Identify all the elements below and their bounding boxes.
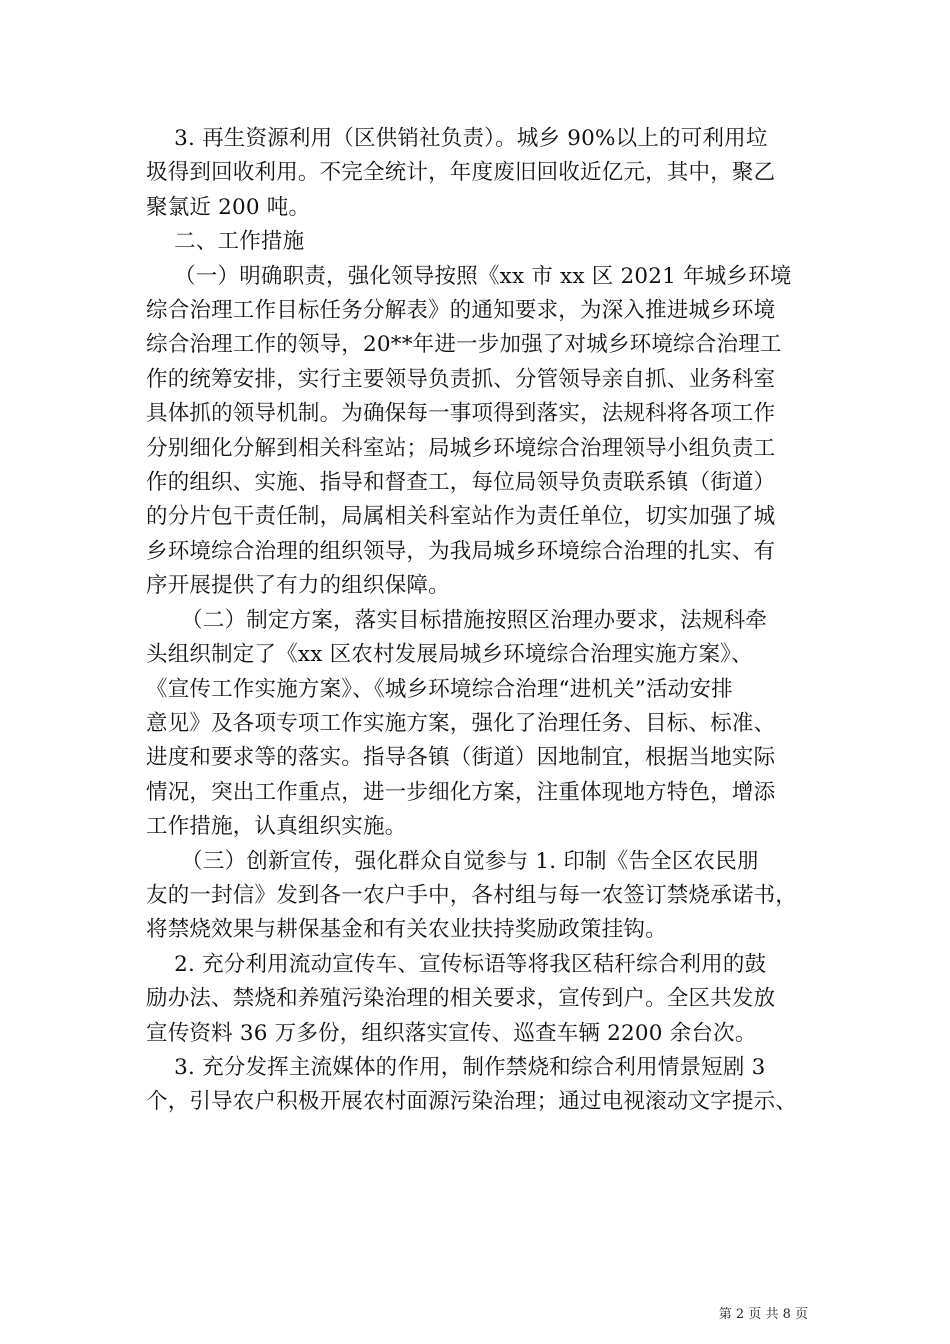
paragraph-resource-recycling: [146, 122, 816, 225]
text-line: 《宣传工作实施方案》、《城乡环境综合治理“进机关”活动安排: [146, 676, 733, 702]
text-line: 作的组织、实施、指导和督查工，每位局领导负责联系镇（街道）: [146, 470, 776, 496]
paragraph-measure-two: [146, 604, 816, 845]
text-line: （三）创新宣传，强化群众自觉参与 1. 印制《告全区农民朋: [146, 848, 759, 874]
text-line: 二、工作措施: [146, 229, 305, 255]
paragraph-section-heading: [146, 225, 816, 259]
text-line: 分别细化分解到相关科室站；局城乡环境综合治理领导小组负责工: [146, 435, 776, 461]
text-line: 将禁烧效果与耕保基金和有关农业扶持奖励政策挂钩。: [146, 917, 667, 943]
text-line: 工作措施，认真组织实施。: [146, 814, 407, 840]
text-line: 进度和要求等的落实。指导各镇（街道）因地制宜，根据当地实际: [146, 745, 776, 771]
text-line: 3. 充分发挥主流媒体的作用，制作禁烧和综合利用情景短剧 3: [146, 1054, 766, 1080]
text-line: 综合治理工作的领导，20**年进一步加强了对城乡环境综合治理工: [146, 332, 782, 358]
text-line: 2. 充分利用流动宣传车、宣传标语等将我区秸秆综合利用的鼓: [146, 951, 767, 977]
document-body: [146, 122, 816, 1120]
text-line: 乡环境综合治理的组织领导，为我局城乡环境综合治理的扎实、有: [146, 538, 776, 564]
text-line: 作的统筹安排，实行主要领导负责抓、分管领导亲自抓、业务科室: [146, 366, 776, 392]
text-line: 圾得到回收利用。不完全统计，年度废旧回收近亿元，其中，聚乙: [146, 160, 776, 186]
text-line: 头组织制定了《xx 区农村发展局城乡环境综合治理实施方案》、: [146, 642, 753, 668]
page-number: 第 2 页 共 8 页: [718, 1307, 808, 1322]
text-line: 励办法、禁烧和养殖污染治理的相关要求，宣传到户。全区共发放: [146, 986, 776, 1012]
text-line: 的分片包干责任制，局属相关科室站作为责任单位，切实加强了城: [146, 504, 776, 530]
text-line: 聚氯近 200 吨。: [146, 194, 311, 220]
text-line: 序开展提供了有力的组织保障。: [146, 573, 450, 599]
paragraph-measure-three-3: [146, 1051, 816, 1120]
text-line: 综合治理工作目标任务分解表》的通知要求，为深入推进城乡环境: [146, 298, 776, 324]
text-line: 意见》及各项专项工作实施方案，强化了治理任务、目标、标准、: [146, 710, 776, 736]
text-line: 情况，突出工作重点，进一步细化方案，注重体现地方特色，增添: [146, 779, 776, 805]
paragraph-measure-one: [146, 260, 816, 604]
paragraph-measure-three-2: [146, 948, 816, 1051]
text-line: 个，引导农户积极开展农村面源污染治理；通过电视滚动文字提示、: [146, 1089, 798, 1115]
text-line: （二）制定方案，落实目标措施按照区治理办要求，法规科牵: [146, 607, 768, 633]
paragraph-measure-three: [146, 845, 816, 948]
text-line: 友的一封信》发到各一农户手中，各村组与每一农签订禁烧承诺书，: [146, 882, 798, 908]
text-line: 具体抓的领导机制。为确保每一事项得到落实，法规科将各项工作: [146, 401, 776, 427]
text-line: （一）明确职责，强化领导按照《xx 市 xx 区 2021 年城乡环境: [146, 263, 792, 289]
text-line: 3. 再生资源利用（区供销社负责）。城乡 90%以上的可利用垃: [146, 126, 768, 151]
text-line: 宣传资料 36 万多份，组织落实宣传、巡查车辆 2200 余台次。: [146, 1020, 757, 1046]
